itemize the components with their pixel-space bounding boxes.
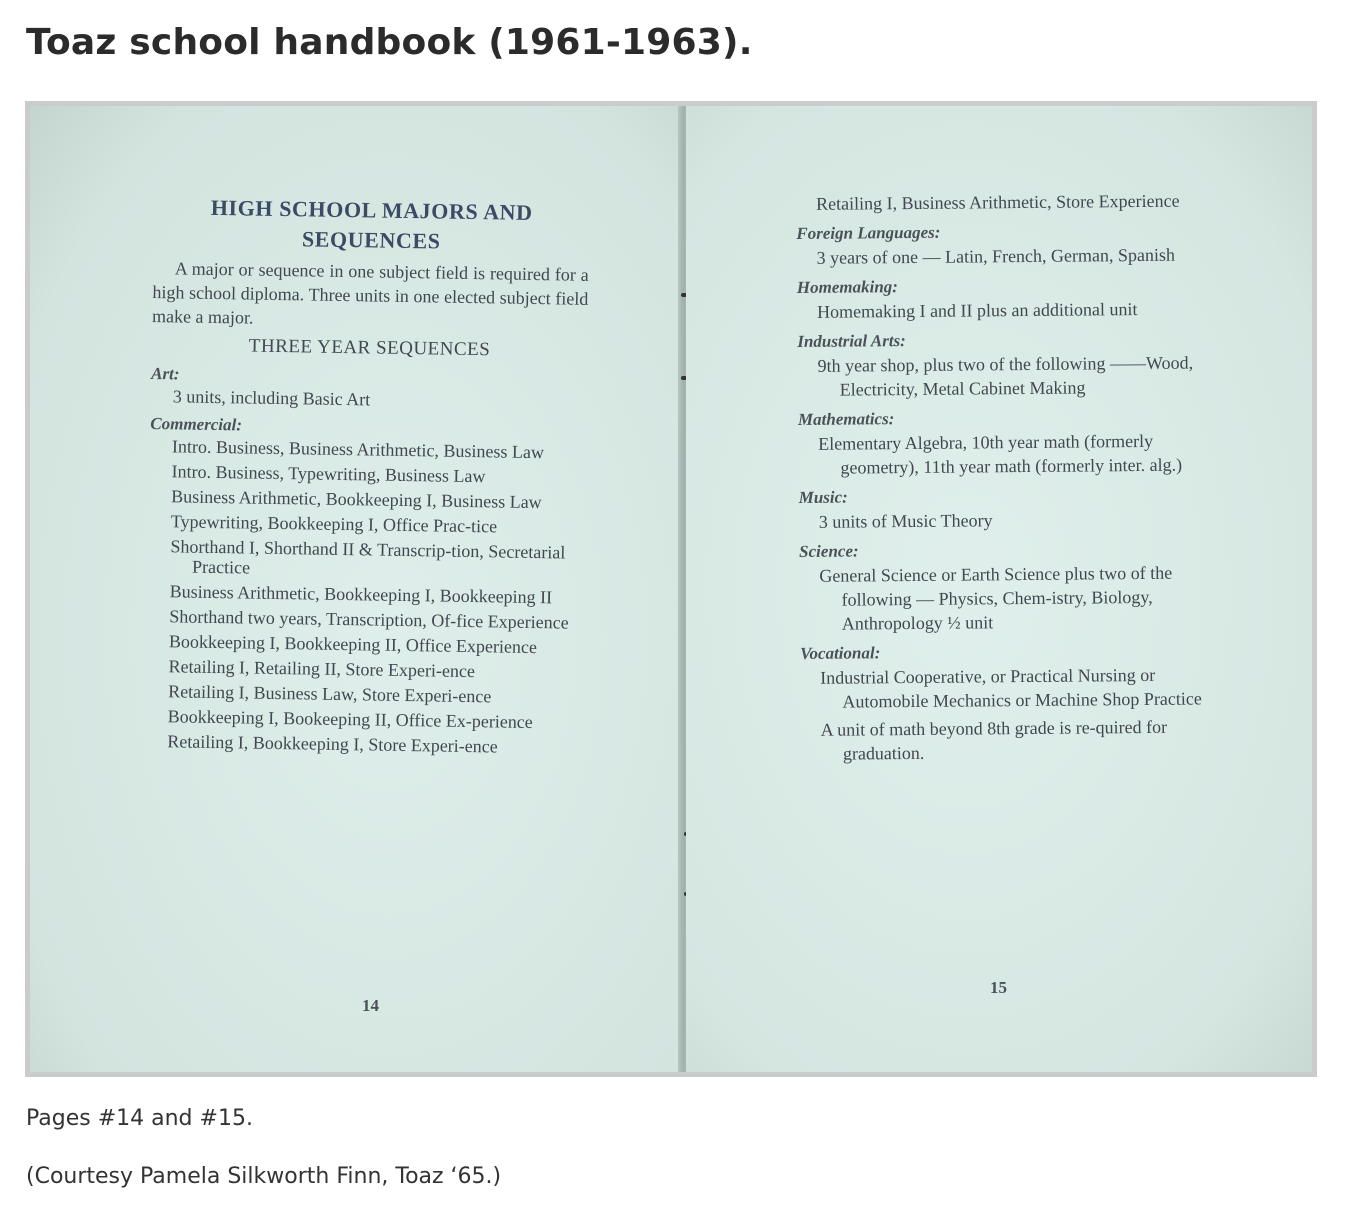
handbook-photo bbox=[25, 101, 1317, 1077]
commercial-item: Business Arithmetic, Bookkeeping I, Business Law bbox=[171, 486, 542, 513]
mathematics-label: Mathematics: bbox=[797, 409, 895, 429]
industrial-arts-label: Industrial Arts: bbox=[797, 331, 906, 351]
commercial-label: Commercial: bbox=[150, 413, 243, 435]
commercial-item: Typewriting, Bookkeeping I, Office Prac-tice bbox=[170, 511, 498, 537]
art-label: Art: bbox=[150, 363, 180, 384]
foreign-languages-item: 3 years of one — Latin, French, German, Spanish bbox=[816, 244, 1176, 268]
caption-pages: Pages #14 and #15. bbox=[26, 1106, 253, 1131]
vocational-item: Industrial Cooperative, or Practical Nursing or Automobile Mechanics or Machine Shop Practice bbox=[820, 664, 1202, 712]
three-year-sequences-heading: THREE YEAR SEQUENCES bbox=[248, 335, 491, 361]
page-number-14: 14 bbox=[362, 996, 379, 1015]
commercial-item: Intro. Business, Business Arithmetic, Business Law bbox=[171, 436, 545, 463]
commercial-item: Bookkeeping I, Bookeeping II, Office Ex-perience bbox=[167, 706, 533, 733]
science-item: General Science or Earth Science plus two of the following — Physics, Chem-istry, Biology, Anthropology ½ unit bbox=[819, 562, 1173, 634]
page-number-15: 15 bbox=[990, 978, 1007, 997]
page-15 bbox=[686, 106, 1312, 1072]
commercial-item: Business Arithmetic, Bookkeeping I, Bookkeeping II bbox=[169, 581, 553, 608]
commercial-item: Retailing I, Business Law, Store Experi-ence bbox=[168, 681, 492, 707]
page-14-content bbox=[145, 192, 590, 763]
industrial-arts-item: 9th year shop, plus two of the following ——Wood, Electricity, Metal Cabinet Making bbox=[817, 352, 1194, 400]
majors-heading-line2: SEQUENCES bbox=[301, 226, 441, 254]
science-label: Science: bbox=[799, 541, 859, 561]
majors-intro: A major or sequence in one subject field is required for a high school diploma. Three units in one elected subject field make a major. bbox=[151, 258, 589, 328]
handbook-spread bbox=[30, 106, 1312, 1072]
homemaking-item: Homemaking I and II plus an additional unit bbox=[816, 299, 1138, 322]
continued-item: Retailing I, Business Arithmetic, Store Experience bbox=[816, 190, 1180, 214]
commercial-item: Retailing I, Retailing II, Store Experi-ence bbox=[168, 656, 476, 682]
homemaking-label: Homemaking: bbox=[796, 277, 898, 297]
page-14 bbox=[30, 106, 682, 1072]
commercial-item: Retailing I, Bookkeeping I, Store Experi-ence bbox=[167, 731, 498, 757]
caption-credit: (Courtesy Pamela Silkworth Finn, Toaz ‘65.) bbox=[26, 1164, 502, 1189]
vocational-label: Vocational: bbox=[799, 643, 881, 663]
commercial-item: Shorthand two years, Transcription, Of-fice Experience bbox=[169, 606, 569, 633]
commercial-item: Shorthand I, Shorthand II & Transcrip-tion, Secretarial Practice bbox=[170, 536, 566, 578]
post-title: Toaz school handbook (1961-1963). bbox=[26, 22, 753, 63]
majors-heading-line1: HIGH SCHOOL MAJORS AND bbox=[210, 194, 533, 225]
foreign-languages-label: Foreign Languages: bbox=[796, 222, 941, 243]
music-label: Music: bbox=[798, 487, 848, 507]
art-item: 3 units, including Basic Art bbox=[172, 386, 371, 410]
page-15-content bbox=[796, 188, 1221, 770]
mathematics-item: Elementary Algebra, 10th year math (formerly geometry), 11th year math (formerly inter. alg.) bbox=[818, 430, 1183, 478]
graduation-note: A unit of math beyond 8th grade is re-quired for graduation. bbox=[820, 716, 1168, 764]
music-item: 3 units of Music Theory bbox=[818, 510, 993, 532]
commercial-item: Bookkeeping I, Bookkeeping II, Office Experience bbox=[168, 631, 538, 658]
commercial-item: Intro. Business, Typewriting, Business Law bbox=[171, 461, 486, 487]
